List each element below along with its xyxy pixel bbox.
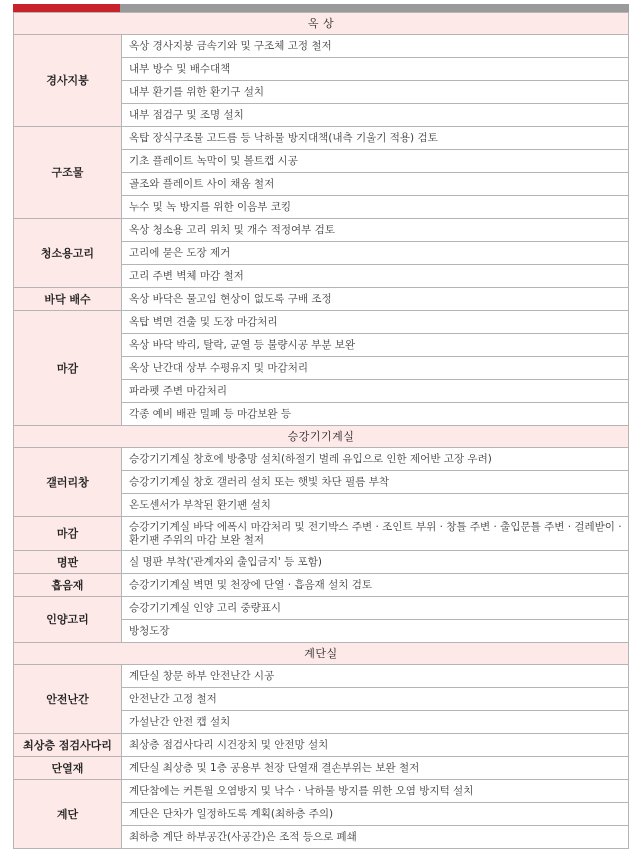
checklist-item: 누수 및 녹 방지를 위한 이음부 코킹 (122, 196, 629, 219)
category-label: 계단 (14, 780, 122, 849)
checklist-item: 옥상 바닥은 물고임 현상이 없도록 구배 조정 (122, 288, 629, 311)
table-row (14, 448, 629, 471)
table-row (14, 757, 629, 780)
checklist-item: 승강기기계실 벽면 및 천장에 단열 · 흡음재 설치 검토 (122, 574, 629, 597)
category-label: 흡음재 (14, 574, 122, 597)
table-row (14, 734, 629, 757)
checklist-item: 승강기기계실 바닥 에폭시 마감처리 및 전기박스 주변 · 조인트 부위 · 창틀 주변 · 출입문틀 주변 · 걸레받이 · 환기팬 주위의 마감 보완 철저 (122, 517, 629, 551)
checklist-item: 계단실 최상층 및 1층 공용부 천장 단열재 결손부위는 보완 철저 (122, 757, 629, 780)
checklist-item: 승강기기계실 창호 갤러리 설치 또는 햇빛 차단 필름 부착 (122, 471, 629, 494)
category-label: 구조물 (14, 127, 122, 219)
checklist-item: 실 명판 부착('관계자외 출입금지' 등 포함) (122, 551, 629, 574)
table-row (14, 597, 629, 620)
section-title: 계단실 (14, 643, 629, 665)
checklist-item: 온도센서가 부착된 환기팬 설치 (122, 494, 629, 517)
category-label: 청소용고리 (14, 219, 122, 288)
table-row (14, 311, 629, 334)
checklist-item: 방청도장 (122, 620, 629, 643)
table-row (14, 574, 629, 597)
table-row (14, 551, 629, 574)
checklist-item: 기초 플레이트 녹막이 및 볼트캡 시공 (122, 150, 629, 173)
checklist-item: 승강기기계실 인양 고리 중량표시 (122, 597, 629, 620)
accent-bar-red (13, 4, 120, 12)
category-label: 단열재 (14, 757, 122, 780)
category-label: 경사지붕 (14, 35, 122, 127)
checklist-item: 계단참에는 커튼월 오염방지 및 낙수 · 낙하물 방지를 위한 오염 방지턱 설치 (122, 780, 629, 803)
category-label: 갤러리창 (14, 448, 122, 517)
checklist-item: 각종 예비 배관 밀폐 등 마감보완 등 (122, 403, 629, 426)
category-label: 마감 (14, 517, 122, 551)
checklist-item: 최하층 계단 하부공간(사공간)은 조적 등으로 폐쇄 (122, 826, 629, 849)
top-accent-bar (13, 4, 629, 12)
category-label: 마감 (14, 311, 122, 426)
section-title: 승강기기계실 (14, 426, 629, 448)
table-row (14, 219, 629, 242)
table-row (14, 35, 629, 58)
category-label: 인양고리 (14, 597, 122, 643)
section-header-row (14, 13, 629, 35)
checklist-item: 옥탑 벽면 견출 및 도장 마감처리 (122, 311, 629, 334)
table-row (14, 665, 629, 688)
checklist-item: 내부 방수 및 배수대책 (122, 58, 629, 81)
category-label: 안전난간 (14, 665, 122, 734)
category-label: 명판 (14, 551, 122, 574)
checklist-item: 옥상 청소용 고리 위치 및 개수 적정여부 검토 (122, 219, 629, 242)
checklist-item: 계단실 창문 하부 안전난간 시공 (122, 665, 629, 688)
checklist-item: 골조와 플레이트 사이 채움 철저 (122, 173, 629, 196)
category-label: 바닥 배수 (14, 288, 122, 311)
section-header-row (14, 643, 629, 665)
table-row (14, 127, 629, 150)
checklist-item: 승강기기계실 창호에 방충망 설치(하절기 벌레 유입으로 인한 제어반 고장 우려) (122, 448, 629, 471)
checklist-item: 옥상 바닥 박리, 탈락, 균열 등 불량시공 부분 보완 (122, 334, 629, 357)
checklist-item: 내부 환기를 위한 환기구 설치 (122, 81, 629, 104)
checklist-item: 최상층 점검사다리 시건장치 및 안전망 설치 (122, 734, 629, 757)
checklist-item: 내부 점검구 및 조명 설치 (122, 104, 629, 127)
category-label: 최상층 점검사다리 (14, 734, 122, 757)
table-row (14, 517, 629, 551)
checklist-item: 옥상 경사지붕 금속기와 및 구조체 고정 철저 (122, 35, 629, 58)
section-title: 옥 상 (14, 13, 629, 35)
checklist-item: 계단은 단차가 일정하도록 계획(최하층 주의) (122, 803, 629, 826)
table-row (14, 288, 629, 311)
section-header-row (14, 426, 629, 448)
checklist-item: 고리에 묻은 도장 제거 (122, 242, 629, 265)
checklist-table (13, 12, 629, 849)
checklist-item: 옥상 난간대 상부 수평유지 및 마감처리 (122, 357, 629, 380)
checklist-item: 옥탑 장식구조물 고드름 등 낙하물 방지대책(내측 기울기 적용) 검토 (122, 127, 629, 150)
checklist-item: 안전난간 고정 철저 (122, 688, 629, 711)
checklist-item: 파라펫 주변 마감처리 (122, 380, 629, 403)
checklist-item: 가설난간 안전 캡 설치 (122, 711, 629, 734)
table-row (14, 780, 629, 803)
checklist-item: 고리 주변 벽체 마감 철저 (122, 265, 629, 288)
accent-bar-gray (120, 4, 629, 12)
